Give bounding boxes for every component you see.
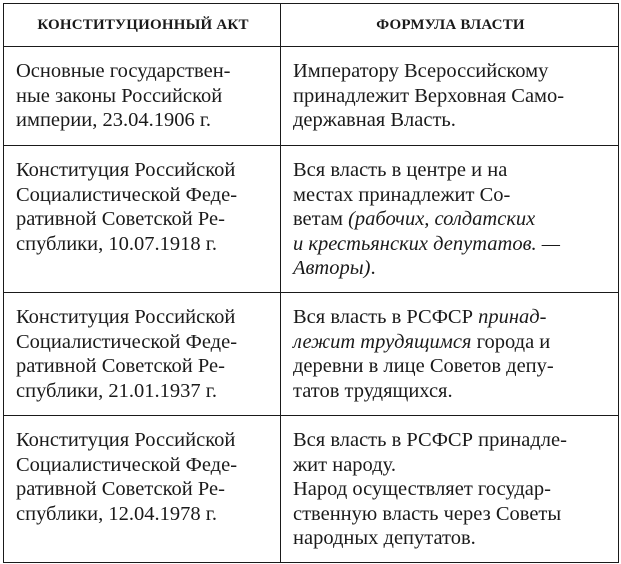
act-line: Основные государствен- (16, 60, 231, 82)
formula-line (293, 477, 608, 502)
italic-text: лежит трудящимся (293, 330, 472, 353)
formula-line (293, 207, 608, 232)
table-row (4, 293, 619, 416)
act-line: Социалистической Феде- (16, 330, 238, 353)
formula-line (293, 232, 608, 257)
text: Вся власть в центре и на (293, 159, 508, 181)
act-cell (4, 416, 281, 563)
act-line: ративной Советской Ре- (16, 355, 225, 377)
table-row (4, 47, 619, 146)
formula-line (293, 256, 608, 281)
formula-line (293, 183, 608, 208)
act-line: ративной Советской Ре- (16, 478, 225, 500)
act-cell (4, 47, 281, 146)
formula-line (293, 158, 608, 183)
header-constitutional-act: КОНСТИТУЦИОННЫЙ АКТ (4, 4, 281, 47)
text: татов трудящихся. (293, 379, 453, 402)
act-line: Социалистической Феде- (16, 453, 238, 476)
formula-line (293, 453, 608, 478)
text: города и (471, 330, 551, 353)
italic-text: Авторы) (293, 257, 371, 279)
formula-line (293, 59, 608, 84)
text: ветам (293, 208, 349, 230)
act-cell (4, 146, 281, 293)
table-row (4, 416, 619, 563)
formula-line (293, 502, 608, 527)
italic-text: (рабочих, солдатских (348, 208, 536, 230)
text: принадлежит Верховная Само- (293, 84, 565, 107)
text: державная Власть. (293, 109, 456, 131)
text: ственную власть через Советы (293, 502, 562, 525)
formula-line (293, 305, 608, 330)
act-cell (4, 293, 281, 416)
formula-line (293, 108, 608, 133)
text: Вся власть в РСФСР принадле- (293, 429, 567, 451)
act-line: Конституция Российской (16, 306, 236, 328)
act-line: спублики, 21.01.1937 г. (16, 379, 217, 402)
formula-cell (281, 146, 619, 293)
act-line: ративной Советской Ре- (16, 208, 225, 230)
text: жит народу. (293, 453, 396, 476)
act-line: ные законы Российской (16, 84, 223, 107)
formula-line (293, 428, 608, 453)
table-row (4, 146, 619, 293)
text: . (370, 257, 376, 279)
text: деревни в лице Советов депу- (293, 355, 554, 377)
act-line: Конституция Российской (16, 159, 236, 181)
act-line: Конституция Российской (16, 429, 236, 451)
formula-line (293, 84, 608, 109)
formula-line (293, 354, 608, 379)
act-line: Социалистической Феде- (16, 183, 238, 206)
italic-text: принад- (478, 306, 547, 328)
text: народных депутатов. (293, 527, 476, 549)
formula-line (293, 526, 608, 551)
header-power-formula: ФОРМУЛА ВЛАСТИ (281, 4, 619, 47)
text: местах принадлежит Со- (293, 183, 511, 206)
text: Народ осуществляет государ- (293, 478, 551, 500)
formula-cell (281, 293, 619, 416)
formula-cell (281, 416, 619, 563)
formula-cell (281, 47, 619, 146)
table-header-row (4, 4, 619, 47)
formula-line (293, 330, 608, 355)
constitution-power-table (3, 3, 619, 563)
formula-line (293, 379, 608, 404)
act-line: спублики, 10.07.1918 г. (16, 232, 217, 255)
act-line: спублики, 12.04.1978 г. (16, 502, 217, 525)
text: Вся власть в РСФСР (293, 306, 479, 328)
act-line: империи, 23.04.1906 г. (16, 109, 212, 131)
italic-text: и крестьянских депутатов. — (293, 232, 560, 255)
text: Императору Всероссийскому (293, 60, 549, 82)
